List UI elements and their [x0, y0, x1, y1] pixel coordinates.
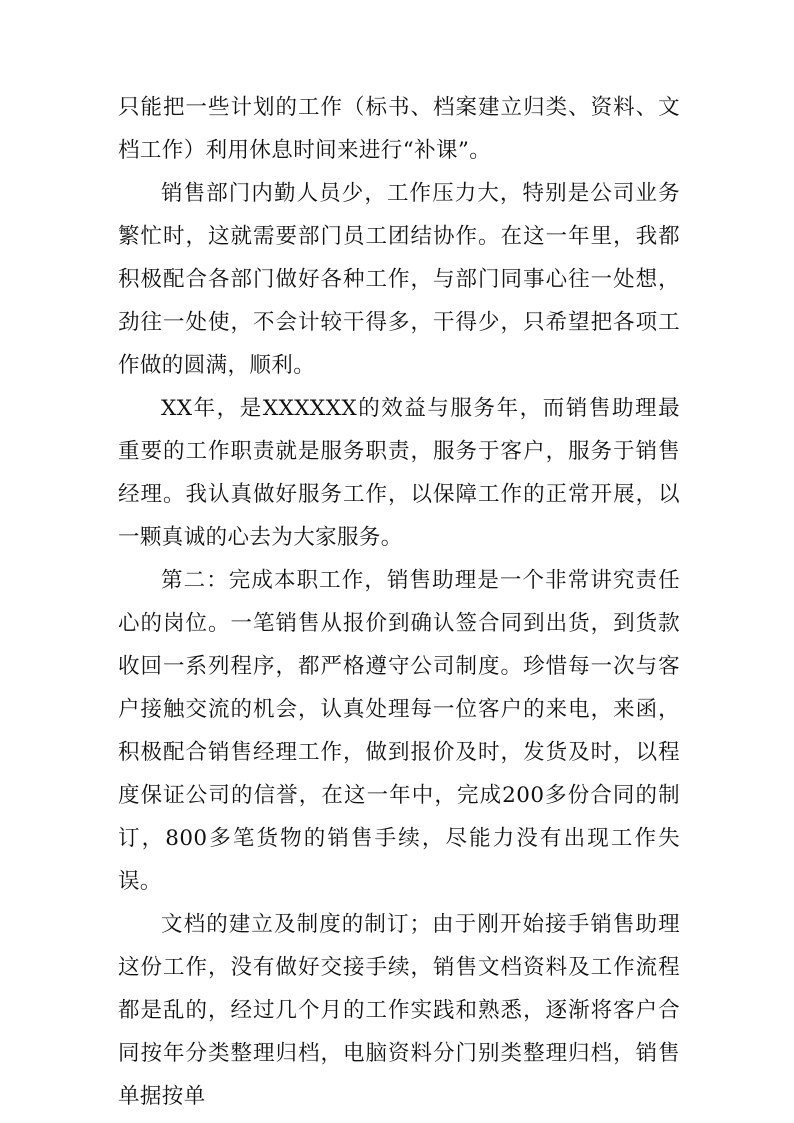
paragraph-continuation: 只能把一些计划的工作（标书、档案建立归类、资料、文档工作）利用休息时间来进行“补课”。 [118, 95, 680, 163]
paragraph-teamwork: 销售部门内勤人员少，工作压力大，特别是公司业务繁忙时，这就需要部门员工团结协作。在这一年里，我都积极配合各部门做好各种工作，与部门同事心往一处想，劲往一处使，不会计较干得多，干得少，只希望把各项工作做的圆满，顺利。 [118, 181, 680, 378]
paragraph-service-year: XX年，是XXXXXX的效益与服务年，而销售助理最重要的工作职责就是服务职责，服务于客户，服务于销售经理。我认真做好服务工作，以保障工作的正常开展，以一颗真诚的心去为大家服务。 [118, 396, 680, 550]
paragraph-document-filing: 文档的建立及制度的制订；由于刚开始接手销售助理这份工作，没有做好交接手续，销售文档资料及工作流程都是乱的，经过几个月的工作实践和熟悉，逐渐将客户合同按年分类整理归档，电脑资料分门别类整理归档，销售单据按单 [118, 912, 680, 1109]
document-body [118, 86, 680, 1118]
paragraph-core-duties: 第二：完成本职工作，销售助理是一个非常讲究责任心的岗位。一笔销售从报价到确认签合同到出货，到货款收回一系列程序，都严格遵守公司制度。珍惜每一次与客户接触交流的机会，认真处理每一位客户的来电，来函，积极配合销售经理工作，做到报价及时，发货及时，以程度保证公司的信誉，在这一年中，完成200多份合同的制订，800多笔货物的销售手续，尽能力没有出现工作失误。 [118, 568, 680, 894]
